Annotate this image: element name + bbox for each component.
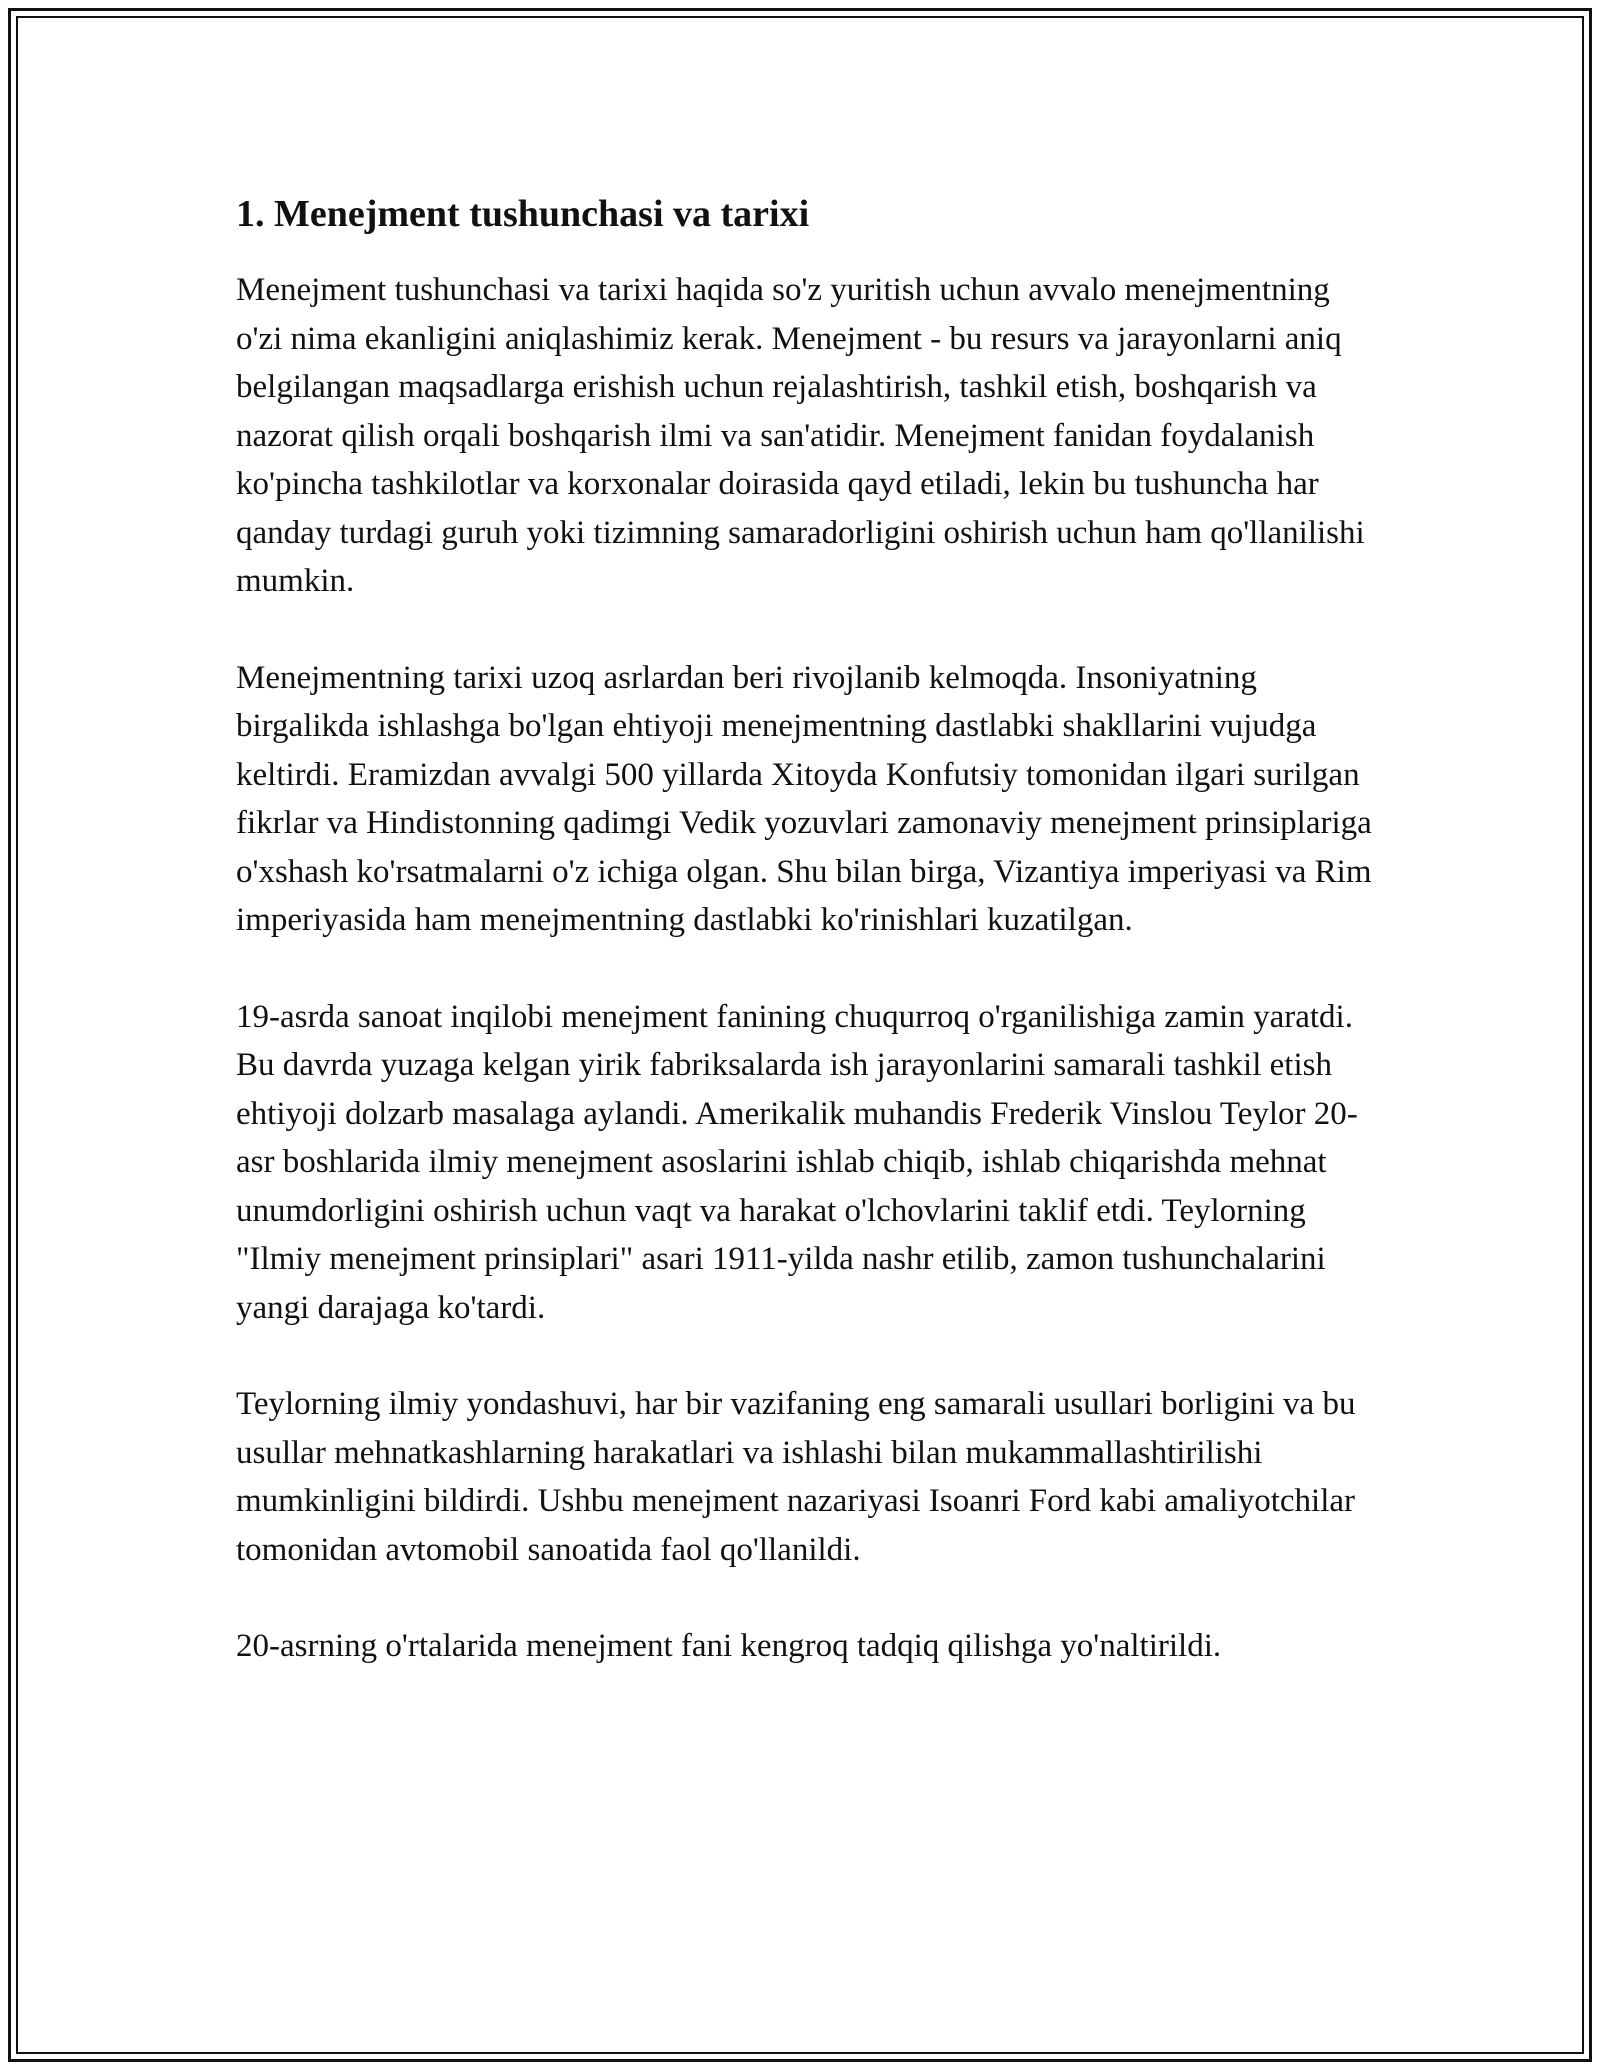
paragraph-taylor-approach: Teylorning ilmiy yondashuvi, har bir vazifaning eng samarali usullari borligini va bu usullar mehnatkashlarning harakatlari va ishlashi bilan mukammallashtirilishi mumkinligini bildirdi. Ushbu menejment nazariyasi Isoanri Ford kabi amaliyotchilar tomonidan avtomobil sanoatida faol qo'llanildi. (236, 1386, 1356, 1568)
document-body (236, 188, 1376, 1719)
section-title: 1. Menejment tushunchasi va tarixi (236, 193, 810, 235)
paragraph-history: Menejmentning tarixi uzoq asrlardan beri rivojlanib kelmoqda. Insoniyatning birgalikda ishlashga bo'lgan ehtiyoji menejmentning dastlabki shakllarini vujudga keltirdi. Eramizdan avvalgi 500 yillarda Xitoyda Konfutsiy tomonidan ilgari surilgan fikrlar va Hindistonning qadimgi Vedik yozuvlari zamonaviy menejment prinsiplariga o'xshash ko'rsatmalarni o'z ichiga olgan. Shu bilan birga, Vizantiya imperiyasi va Rim imperiyasida ham menejmentning dastlabki ko'rinishlari kuzatilgan. (236, 659, 1372, 938)
paragraph-mid-20th-century: 20-asrning o'rtalarida menejment fani kengroq tadqiq qilishga yo'naltirildi. (236, 1628, 1222, 1664)
paragraph-industrial-revolution: 19-asrda sanoat inqilobi menejment fanining chuqurroq o'rganilishiga zamin yaratdi. Bu davrda yuzaga kelgan yirik fabriksalarda ish jarayonlarini samarali tashkil etish ehtiyoji dolzarb masalaga aylandi. Amerikalik muhandis Frederik Vinslou Teylor 20-asr boshlarida ilmiy menejment asoslarini ishlab chiqib, ishlab chiqarishda mehnat unumdorligini oshirish uchun vaqt va harakat o'lchovlarini taklif etdi. Teylorning "Ilmiy menejment prinsiplari" asari 1911-yilda nashr etilib, zamon tushunchalarini yangi darajaga ko'tardi. (236, 998, 1358, 1326)
paragraph-definition: Menejment tushunchasi va tarixi haqida so'z yuritish uchun avvalo menejmentning o'zi nima ekanligini aniqlashimiz kerak. Menejment - bu resurs va jarayonlarni aniq belgilangan maqsadlarga erishish uchun rejalashtirish, tashkil etish, boshqarish va nazorat qilish orqali boshqarish ilmi va san'atidir. Menejment fanidan foydalanish ko'pincha tashkilotlar va korxonalar doirasida qayd etiladi, lekin bu tushuncha har qanday turdagi guruh yoki tizimning samaradorligini oshirish uchun ham qo'llanilishi mumkin. (236, 272, 1365, 599)
